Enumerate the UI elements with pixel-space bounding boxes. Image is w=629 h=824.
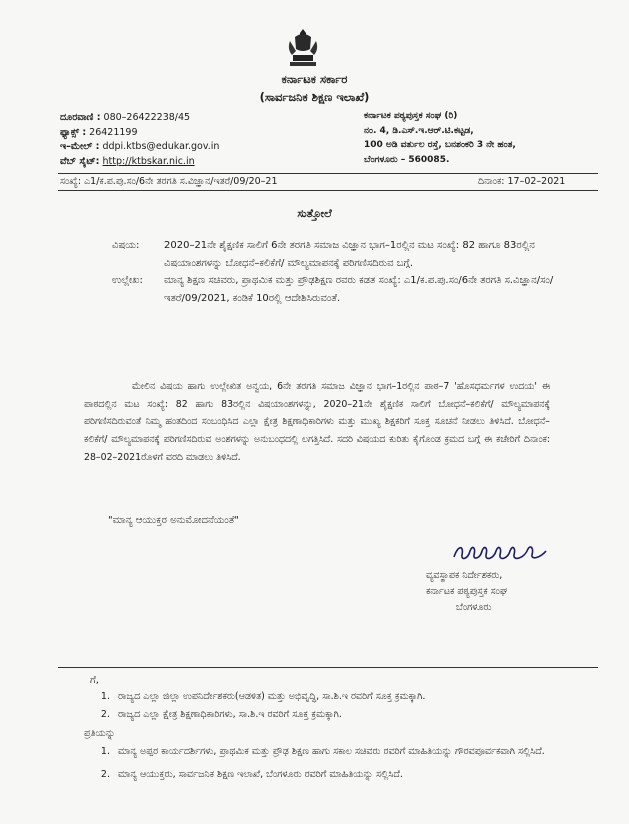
web-label: ವೆಬ್ ಸೈಟ್: xyxy=(60,155,100,167)
address-line: ನಂ. 4, ಡಿ.ಎಸ್.ಇ.ಆರ್.ಟಿ.ಕಟ್ಟಡ, xyxy=(364,125,474,136)
fax-value: 26421199 xyxy=(89,126,138,138)
government-name: ಕರ್ನಾಟಕ ಸರ್ಕಾರ xyxy=(281,72,348,86)
subject-block xyxy=(112,237,572,307)
address-line: 100 ಅಡಿ ವರ್ತುಲ ರಸ್ತೆ, ಬನಶಂಕರಿ 3 ನೇ ಹಂತ, xyxy=(364,140,516,151)
reference-date: ದಿನಾಂಕ: 17–02–2021 xyxy=(478,176,566,187)
address-block xyxy=(364,109,516,167)
list-item: 1. ರಾಜ್ಯದ ಎಲ್ಲಾ ಜಿಲ್ಲಾ ಉಪನಿರ್ದೇಶಕರು(ಆಡಳಿತ) ಮತ್ತು ಅಭಿವೃದ್ಧಿ, ಸಾ.ಶಿ.ಇ ರವರಿಗೆ ಸೂಕ್ತ ಕ್ರಮಕ್ಕಾಗಿ. xyxy=(88,688,568,706)
email-link[interactable]: ddpi.ktbs@edukar.gov.in xyxy=(102,141,220,153)
list-item: 2. ಮಾನ್ಯ ಆಯುಕ್ತರು, ಸಾರ್ವಜನಿಕ ಶಿಕ್ಷಣ ಇಲಾಖೆ, ಬೆಂಗಳೂರು ರವರಿಗೆ ಮಾಹಿತಿಯನ್ನು ಸಲ್ಲಿಸಿದೆ. xyxy=(88,766,568,784)
website-link[interactable]: http://ktbskar.nic.in xyxy=(102,155,195,167)
signatory-designation: ವ್ಯವಸ್ಥಾಪಕ ನಿರ್ದೇಶಕರು, xyxy=(426,570,503,581)
address-line: ಕರ್ನಾಟಕ ಪಠ್ಯಪುಸ್ತಕ ಸಂಘ (ರಿ) xyxy=(364,111,458,121)
signature-image xyxy=(450,539,550,565)
reference-label: ಉಲ್ಲೇಖ: xyxy=(112,275,143,286)
contact-block xyxy=(60,111,219,169)
state-emblem-icon xyxy=(284,27,322,69)
notice-title: ಸುತ್ತೋಲೆ xyxy=(297,207,332,220)
recipient-text: ರಾಜ್ಯದ ಎಲ್ಲಾ ಕ್ಷೇತ್ರ ಶಿಕ್ಷಣಾಧಿಕಾರಿಗಳು, ಸಾ.ಶಿ.ಇ ರವರಿಗೆ ಸೂಕ್ತ ಕ್ರಮಕ್ಕಾಗಿ. xyxy=(118,708,342,720)
copy-recipient-text: ಮಾನ್ಯ ಅಪ್ಪರ ಕಾರ್ಯದರ್ಶಿಗಳು, ಪ್ರಾಥಮಿಕ ಮತ್ತು ಪ್ರೌಢ ಶಿಕ್ಷಣ ಹಾಗು ಸಕಾಲ ಸಚಿವರು ರವರಿಗೆ ಮಾಹಿತಿಯನ್ನು ಗೌರವಪೂರ್ವಕವಾಗಿ ಸಲ್ಲಿಸಿದೆ. xyxy=(118,745,545,757)
signatory-office: ಕರ್ನಾಟಕ ಪಠ್ಯಪುಸ್ತಕ ಸಂಘ xyxy=(426,586,508,598)
reference-number: ಸಂಖ್ಯೆ: ಎ1/ಕ.ಪ.ಪು.ಸಂ/6ನೇ ತರಗತಿ ಸ.ವಿಜ್ಞಾನ/ಇತರೆ/09/20–21 xyxy=(60,176,278,187)
reference-text: ಮಾನ್ಯ ಶಿಕ್ಷಣ ಸಚಿವರು, ಪ್ರಾಥಮಿಕ ಮತ್ತು ಪ್ರೌಢಶಿಕ್ಷಣ ರವರು ಕಡತ ಸಂಖ್ಯೆ: ಎ1/ಕ.ಪ.ಪು.ಸಂ/6ನೇ ತರಗತಿ ಸ.ವಿಜ್ಞಾನ/ಸಂ/ಇತರೆ/09/2021, ಕಂಡಿಕೆ 10ರಲ್ಲಿ ಆದೇಶಿಸಿರುವಂತೆ. xyxy=(164,275,554,304)
address-line: ಬೆಂಗಳೂರು – 560085. xyxy=(364,154,450,165)
reference-divider xyxy=(58,190,598,191)
phone-label: ದೂರವಾಣಿ : xyxy=(60,112,101,123)
footer-divider xyxy=(58,667,598,668)
approval-note: "ಮಾನ್ಯ ಆಯುಕ್ತರ ಅನುಮೋದನೆಯಂತೆ" xyxy=(108,515,240,526)
department-name: (ಸಾರ್ವಜನಿಕ ಶಿಕ್ಷಣ ಇಲಾಖೆ) xyxy=(259,90,370,104)
header-divider xyxy=(58,173,598,174)
recipients-label: ಗೆ, xyxy=(90,675,99,686)
phone-value: 080–26422238/45 xyxy=(103,112,191,123)
subject-label: ವಿಷಯ: xyxy=(112,240,140,251)
copy-label: ಪ್ರತಿಯನ್ನು xyxy=(84,728,116,739)
fax-label: ಫ್ಯಾಕ್ಸ್ : xyxy=(60,126,87,138)
body-paragraph: ಮೇಲಿನ ವಿಷಯ ಹಾಗು ಉಲ್ಲೇಖಿತ ಅನ್ವಯ, 6ನೇ ತರಗತಿ ಸಮಾಜ ವಿಜ್ಞಾನ ಭಾಗ–1ರಲ್ಲಿನ ಪಾಠ–7 'ಹೊಸಧರ್ಮಗಳ ಉದಯ' ಈ ಪಾಠದಲ್ಲಿನ ಮಟ ಸಂಖ್ಯೆ: 82 ಹಾಗು 83ರಲ್ಲಿನ ವಿಷಯಾಂಶಗಳನ್ನು, 2020–21ನೇ ಶೈಕ್ಷಣಿಕ ಸಾಲಿಗೆ ಬೋಧನೆ–ಕಲಿಕೆಗೆ/ ಮೌಲ್ಯಮಾಪನಕ್ಕೆ ಪರಿಗಣಿಸದಿರುವಂತೆ ನಿಮ್ಮ ಹಂತದಿಂದ ಸಂಬಂಧಿಸಿದ ಎಲ್ಲಾ ಕ್ಷೇತ್ರ ಶಿಕ್ಷಣಾಧಿಕಾರಿಗಳು ಮತ್ತು ಮುಖ್ಯ ಶಿಕ್ಷಕರಿಗೆ ಸೂಕ್ತ ಸೂಚನೆ ನೀಡಲು ತಿಳಿಸಿದೆ. ಬೋಧನೆ–ಕಲಿಕೆಗೆ/ ಮೌಲ್ಯಮಾಪನಕ್ಕೆ ಪರಿಗಣಿಸದಿರುವ ಅಂಶಗಳನ್ನು ಅನುಬಂಧದಲ್ಲಿ ಲಗತ್ತಿಸಿದೆ. ಸದರಿ ವಿಷಯದ ಕುರಿತು ಕೈಗೊಂಡ ಕ್ರಮದ ಬಗ್ಗೆ ಈ ಕಚೇರಿಗೆ ದಿನಾಂಕ: 28–02–2021ರೊಳಗೆ ವರದಿ ಮಾಡಲು ತಿಳಿಸಿದೆ. xyxy=(84,381,550,463)
list-item: 2. ರಾಜ್ಯದ ಎಲ್ಲಾ ಕ್ಷೇತ್ರ ಶಿಕ್ಷಣಾಧಿಕಾರಿಗಳು, ಸಾ.ಶಿ.ಇ ರವರಿಗೆ ಸೂಕ್ತ ಕ್ರಮಕ್ಕಾಗಿ. xyxy=(88,706,568,724)
list-item: 1. ಮಾನ್ಯ ಅಪ್ಪರ ಕಾರ್ಯದರ್ಶಿಗಳು, ಪ್ರಾಥಮಿಕ ಮತ್ತು ಪ್ರೌಢ ಶಿಕ್ಷಣ ಹಾಗು ಸಕಾಲ ಸಚಿವರು ರವರಿಗೆ ಮಾಹಿತಿಯನ್ನು ಗೌರವಪೂರ್ವಕವಾಗಿ ಸಲ್ಲಿಸಿದೆ. xyxy=(88,743,568,761)
subject-text: 2020–21ನೇ ಶೈಕ್ಷಣಿಕ ಸಾಲಿಗೆ 6ನೇ ತರಗತಿ ಸಮಾಜ ವಿಜ್ಞಾನ ಭಾಗ–1ರಲ್ಲಿನ ಮಟ ಸಂಖ್ಯೆ: 82 ಹಾಗೂ 83ರಲ್ಲಿನ ವಿಷಯಾಂಶಗಳನ್ನು ಬೋಧನೆ–ಕಲಿಕೆಗೆ/ ಮೌಲ್ಯಮಾಪನಕ್ಕೆ ಪರಿಗಣಿಸದಿರುವ ಬಗ್ಗೆ. xyxy=(164,240,535,269)
signature-block xyxy=(426,568,507,617)
copy-recipient-text: ಮಾನ್ಯ ಆಯುಕ್ತರು, ಸಾರ್ವಜನಿಕ ಶಿಕ್ಷಣ ಇಲಾಖೆ, ಬೆಂಗಳೂರು ರವರಿಗೆ ಮಾಹಿತಿಯನ್ನು ಸಲ್ಲಿಸಿದೆ. xyxy=(118,769,403,780)
distribution-list xyxy=(84,688,568,784)
recipient-text: ರಾಜ್ಯದ ಎಲ್ಲಾ ಜಿಲ್ಲಾ ಉಪನಿರ್ದೇಶಕರು(ಆಡಳಿತ) ಮತ್ತು ಅಭಿವೃದ್ಧಿ, ಸಾ.ಶಿ.ಇ ರವರಿಗೆ ಸೂಕ್ತ ಕ್ರಮಕ್ಕಾಗಿ. xyxy=(118,691,426,702)
signatory-city: ಬೆಂಗಳೂರು xyxy=(456,602,492,614)
email-label: ಇ–ಮೇಲ್ : xyxy=(60,141,100,153)
